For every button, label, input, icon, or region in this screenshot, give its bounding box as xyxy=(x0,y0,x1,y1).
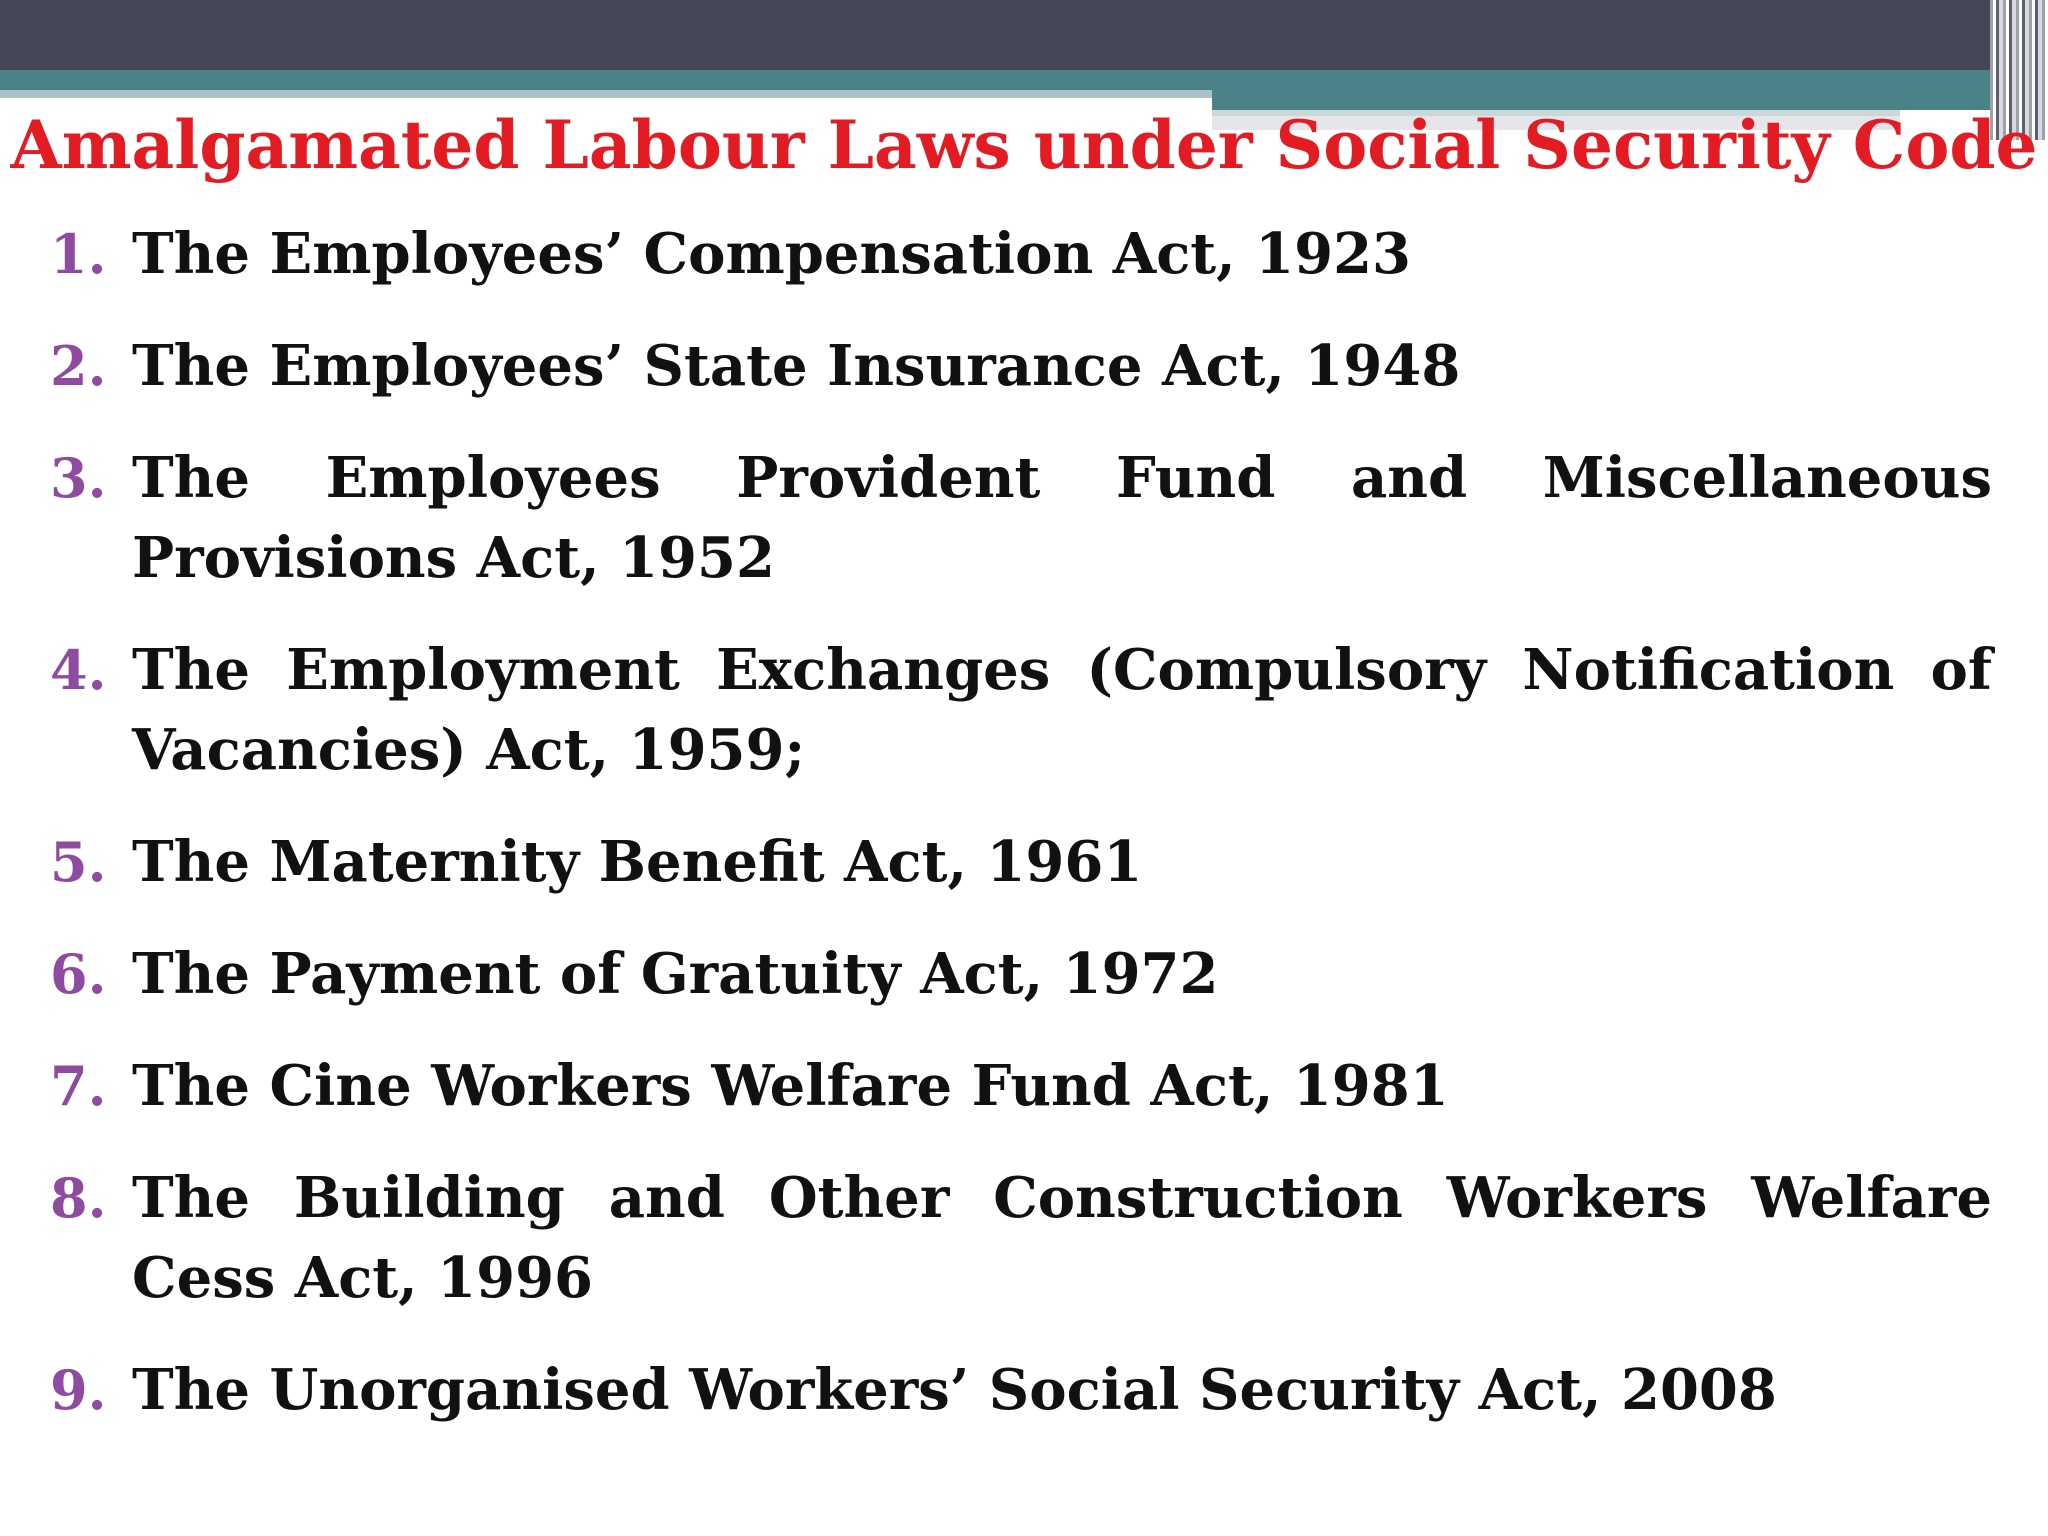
list-item-text: The Maternity Benefit Act, 1961 xyxy=(132,829,1143,895)
list-item xyxy=(0,214,2048,326)
list-item-number: 1. xyxy=(50,222,107,286)
list-item-number: 8. xyxy=(50,1166,107,1230)
list-item-text: The Employees Provident Fund and Miscellaneous Provisions Act, 1952 xyxy=(132,445,1992,591)
list-item xyxy=(0,1046,2048,1158)
list-item-text: The Cine Workers Welfare Fund Act, 1981 xyxy=(132,1053,1449,1119)
header-dark-bar xyxy=(0,0,2048,70)
list-item-number: 9. xyxy=(50,1358,107,1422)
list-item-number: 4. xyxy=(50,638,107,702)
list-item-number: 7. xyxy=(50,1054,107,1118)
list-item xyxy=(0,1350,2048,1462)
list-item-text: The Unorganised Workers’ Social Security Act, 2008 xyxy=(132,1357,1777,1423)
list-item-number: 3. xyxy=(50,446,107,510)
list-item-text: The Employees’ Compensation Act, 1923 xyxy=(132,221,1412,287)
list-item xyxy=(0,934,2048,1046)
list-item xyxy=(0,1158,2048,1350)
list-item-text: The Building and Other Construction Workers Welfare Cess Act, 1996 xyxy=(132,1165,1992,1311)
list-item xyxy=(0,326,2048,438)
header-light-bar xyxy=(0,90,1212,98)
list-item-number: 5. xyxy=(50,830,107,894)
law-list xyxy=(0,214,2048,1462)
list-item xyxy=(0,630,2048,822)
list-item xyxy=(0,822,2048,934)
list-item-text: The Employment Exchanges (Compulsory Notification of Vacancies) Act, 1959; xyxy=(132,637,1992,783)
list-item-text: The Employees’ State Insurance Act, 1948 xyxy=(132,333,1461,399)
slide-title: Amalgamated Labour Laws under Social Security Code xyxy=(10,106,2038,184)
list-item-number: 6. xyxy=(50,942,107,1006)
list-item-number: 2. xyxy=(50,334,107,398)
list-item-text: The Payment of Gratuity Act, 1972 xyxy=(132,941,1219,1007)
list-item xyxy=(0,438,2048,630)
header-teal-bar xyxy=(0,70,2048,90)
